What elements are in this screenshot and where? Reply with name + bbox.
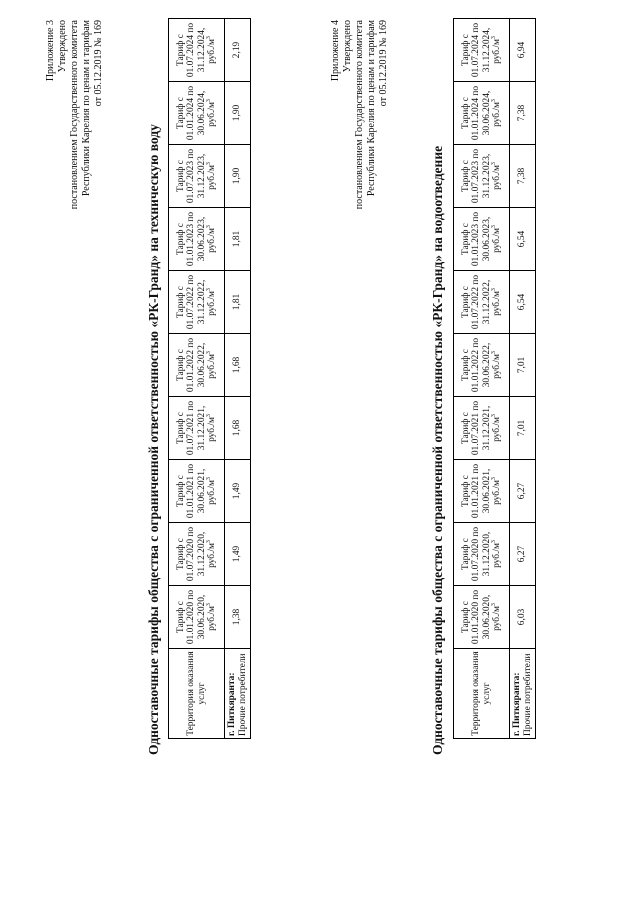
approval-line: постановлением Государственного комитета bbox=[69, 20, 80, 210]
tariff-value: 1,68 bbox=[225, 397, 251, 460]
approval-line: постановлением Государственного комитета bbox=[354, 20, 365, 210]
approval-line: Республики Карелия по ценам и тарифам bbox=[366, 20, 377, 197]
tariff-value: 1,38 bbox=[225, 586, 251, 649]
table-row bbox=[225, 19, 251, 739]
column-header: Тариф с 01.07.2021 по 31.12.2021, $руб./м^3$ bbox=[454, 397, 510, 460]
column-header: Тариф с 01.01.2022 по 30.06.2022, $руб./м^3$ bbox=[169, 334, 225, 397]
tariff-table bbox=[453, 18, 536, 739]
column-header: Тариф с 01.01.2021 по 30.06.2021, $руб./м^3$ bbox=[454, 460, 510, 523]
tariff-table bbox=[168, 18, 251, 739]
tariff-value: 6,03 bbox=[510, 586, 536, 649]
column-header: Тариф с 01.07.2023 по 31.12.2023, $руб./м^3$ bbox=[454, 145, 510, 208]
tariff-value: 6,54 bbox=[510, 271, 536, 334]
tariff-value: 1,68 bbox=[225, 334, 251, 397]
tariff-value: 1,49 bbox=[225, 523, 251, 586]
tariff-value: 6,27 bbox=[510, 523, 536, 586]
appendix-label: Приложение 3 bbox=[45, 20, 56, 82]
tariff-value: 7,38 bbox=[510, 82, 536, 145]
column-header: Тариф с 01.07.2020 по 31.12.2020, $руб./м^3$ bbox=[454, 523, 510, 586]
tariff-value: 2,19 bbox=[225, 19, 251, 82]
tariff-value: 7,01 bbox=[510, 334, 536, 397]
column-header: Тариф с 01.07.2023 по 31.12.2023, $руб./м^3$ bbox=[169, 145, 225, 208]
approval-line: от 05.12.2019 № 169 bbox=[378, 20, 389, 107]
approval-block bbox=[330, 20, 390, 235]
approval-block bbox=[45, 20, 105, 235]
tariff-value: 1,90 bbox=[225, 145, 251, 208]
appendix-label: Приложение 4 bbox=[330, 20, 341, 82]
column-header: Тариф с 01.01.2022 по 30.06.2022, $руб./м^3$ bbox=[454, 334, 510, 397]
column-header: Тариф с 01.07.2022 по 31.12.2022, $руб./м^3$ bbox=[169, 271, 225, 334]
column-header: Тариф с 01.01.2024 по 30.06.2024, $руб./м^3$ bbox=[169, 82, 225, 145]
column-header-territory: Территория оказания услуг bbox=[169, 649, 225, 739]
tariff-value: 1,81 bbox=[225, 208, 251, 271]
table-header-row bbox=[169, 19, 225, 739]
approved-label: Утверждено bbox=[342, 20, 353, 73]
column-header: Тариф с 01.01.2020 по 30.06.2020, $руб./м^3$ bbox=[454, 586, 510, 649]
table-row bbox=[510, 19, 536, 739]
territory-cell: г. Питкяранта: Прочие потребители bbox=[510, 649, 536, 739]
tariff-value: 1,49 bbox=[225, 460, 251, 523]
tariff-value: 1,81 bbox=[225, 271, 251, 334]
column-header: Тариф с 01.01.2024 по 30.06.2024, $руб./м^3$ bbox=[454, 82, 510, 145]
approval-line: Республики Карелия по ценам и тарифам bbox=[81, 20, 92, 197]
tariff-value: 1,90 bbox=[225, 82, 251, 145]
tariff-value: 7,01 bbox=[510, 397, 536, 460]
column-header: Тариф с 01.01.2023 по 30.06.2023, $руб./м^3$ bbox=[169, 208, 225, 271]
tariff-value: 6,27 bbox=[510, 460, 536, 523]
column-header: Тариф с 01.01.2021 по 30.06.2021, $руб./м^3$ bbox=[169, 460, 225, 523]
column-header: Тариф с 01.01.2023 по 30.06.2023, $руб./м^3$ bbox=[454, 208, 510, 271]
table-title: Одноставочные тарифы общества с ограниченной ответственностью «РК-Гранд» на техническую воду bbox=[146, 124, 161, 755]
column-header: Тариф с 01.07.2024 по 31.12.2024, $руб./м^3$ bbox=[454, 19, 510, 82]
column-header-territory: Территория оказания услуг bbox=[454, 649, 510, 739]
column-header: Тариф с 01.07.2021 по 31.12.2021, $руб./м^3$ bbox=[169, 397, 225, 460]
column-header: Тариф с 01.07.2020 по 31.12.2020, $руб./м^3$ bbox=[169, 523, 225, 586]
approved-label: Утверждено bbox=[57, 20, 68, 73]
approval-line: от 05.12.2019 № 169 bbox=[93, 20, 104, 107]
table-header-row bbox=[454, 19, 510, 739]
tariff-value: 7,38 bbox=[510, 145, 536, 208]
column-header: Тариф с 01.01.2020 по 30.06.2020, $руб./м^3$ bbox=[169, 586, 225, 649]
tariff-value: 6,94 bbox=[510, 19, 536, 82]
territory-cell: г. Питкяранта: Прочие потребители bbox=[225, 649, 251, 739]
tariff-value: 6,54 bbox=[510, 208, 536, 271]
table-title: Одноставочные тарифы общества с ограниченной ответственностью «РК-Гранд» на водоотведение bbox=[430, 145, 445, 755]
column-header: Тариф с 01.07.2024 по 31.12.2024, $руб./м^3$ bbox=[169, 19, 225, 82]
column-header: Тариф с 01.07.2022 по 31.12.2022, $руб./м^3$ bbox=[454, 271, 510, 334]
